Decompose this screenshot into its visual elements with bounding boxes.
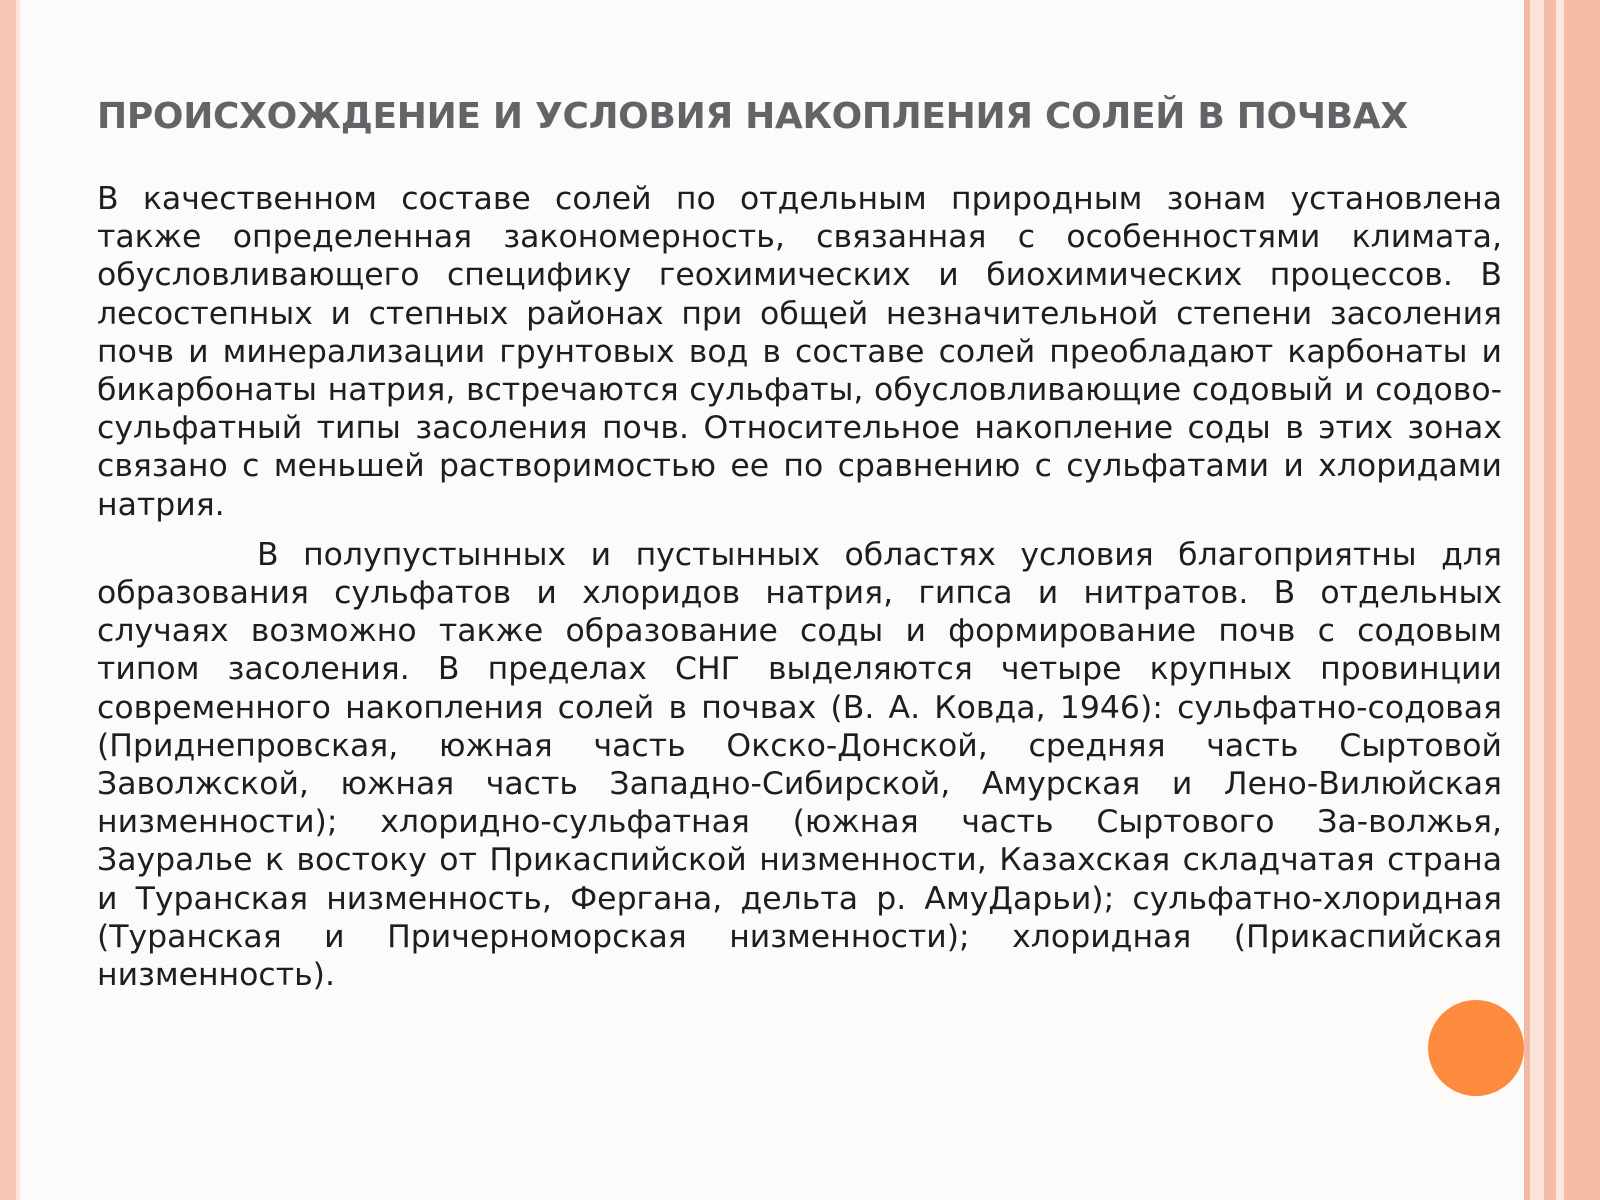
paragraph-2: В полупустынных и пустынных областях условия благоприятны для образования сульфатов и хлоридов натрия, гипса и нитратов. В отдельных случаях возможно также образование соды и формирование почв с содовым типом засоления. В пределах СНГ выделяются четыре крупных провинции современного накопления солей в почвах (В. А. Ковда, 1946): сульфатно-содовая (Приднепровская, южная часть Окско-Донской, средняя часть Сыртовой Заволжской, южная часть Западно-Сибирской, Амурская и Лено-Вилюйская низменности); хлоридно-сульфатная (южная часть Сыртового За-волжья, Зауралье к востоку от Прикаспийской низменности, Казахская складчатая страна и Туранская низменность, Фергана, дельта р. АмуДарьи); сульфатно-хлоридная (Туранская и Причерноморская низменности); хлоридная (Прикаспийская низменность).: [97, 536, 1502, 994]
right-border-stripe-light: [1530, 0, 1544, 1200]
orange-circle-decoration: [1428, 1000, 1524, 1096]
slide-title: ПРОИСХОЖДЕНИЕ И УСЛОВИЯ НАКОПЛЕНИЯ СОЛЕЙ В ПОЧВАХ: [97, 96, 1408, 137]
right-border-stripe-inner: [1556, 0, 1564, 1200]
left-border-stripe: [0, 0, 16, 1200]
slide-body: [97, 180, 1502, 1006]
left-border-inner-stripe: [16, 0, 20, 1200]
right-border-stripe: [1544, 0, 1600, 1200]
paragraph-1: В качественном составе солей по отдельным природным зонам установлена также определенная закономерность, связанная с особенностями климата, обусловливающего специфику геохимических и биохимических процессов. В лесостепных и степных районах при общей незначительной степени засоления почв и минерализации грунтовых вод в составе солей преобладают карбонаты и бикарбонаты натрия, встречаются сульфаты, обусловливающие содовый и содово-сульфатный типы засоления почв. Относительное накопление соды в этих зонах связано с меньшей растворимостью ее по сравнению с сульфатами и хлоридами натрия.: [97, 181, 1502, 523]
